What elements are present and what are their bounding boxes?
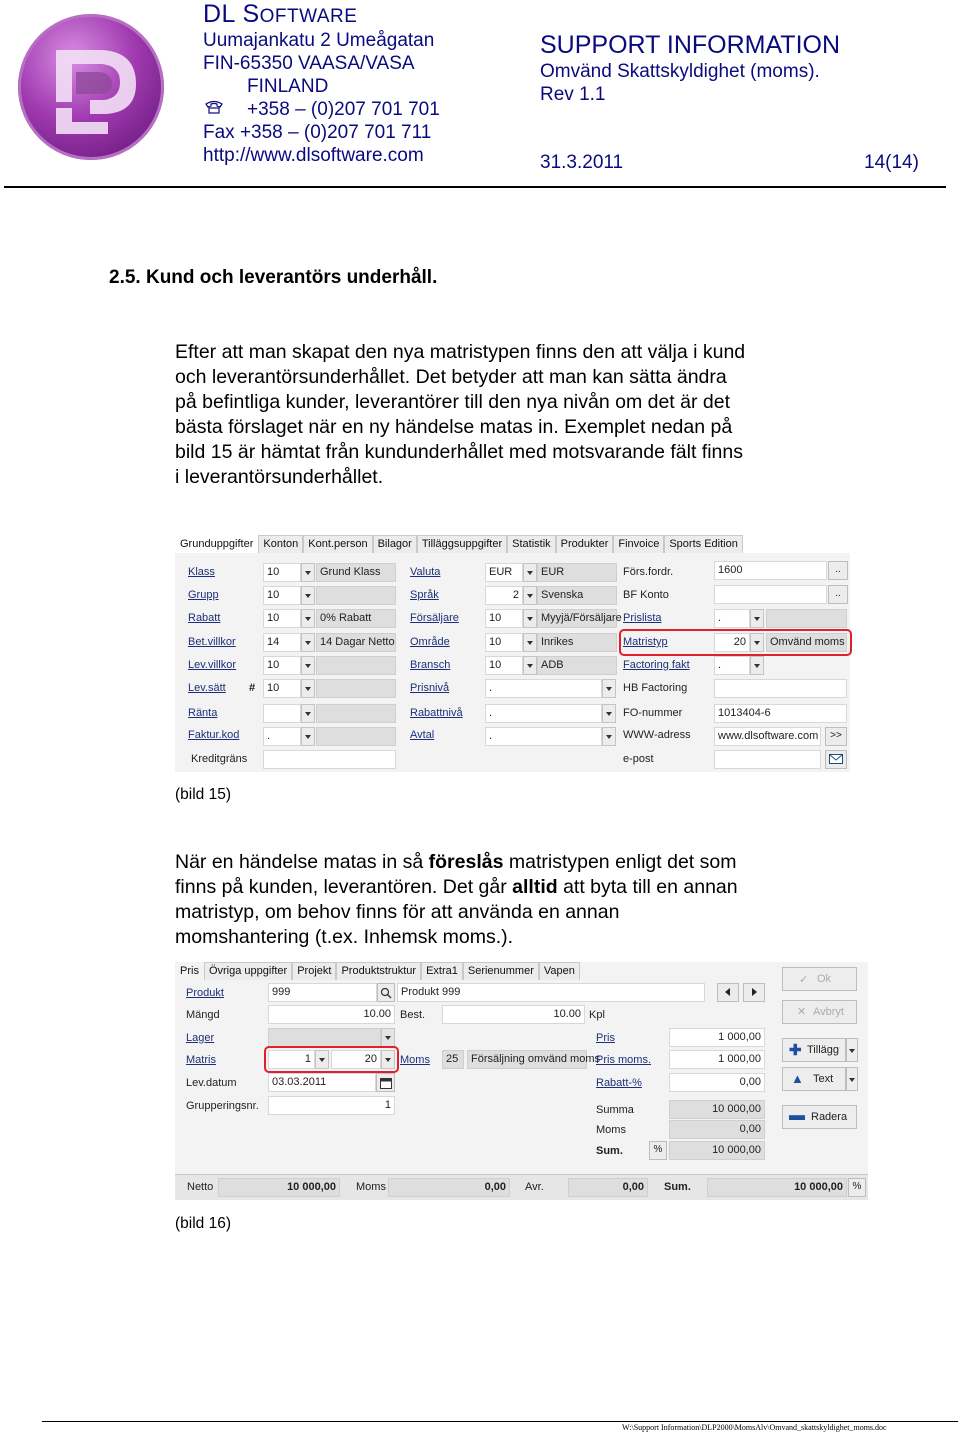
dl-logo-mark <box>50 42 142 137</box>
label-rabatt[interactable]: Rabatt <box>188 612 221 624</box>
label-prislista[interactable]: Prislista <box>623 612 662 624</box>
tab-grunduppgifter[interactable]: Grunduppgifter <box>175 535 258 553</box>
address-line-2: FIN-65350 VAASA/VASA <box>203 53 415 74</box>
label-best: Best. <box>400 1009 426 1021</box>
footer-divider <box>42 1421 958 1422</box>
intro-paragraph: Efter att man skapat den nya matristypen finns den att välja i kund och leverantörsunderhållet. Det betyder att man kan sätta ändra på befintliga kunder, leverantörer till den nya nivån om det är det bästa förslaget när en ny händelse matas in. Exemplet nedan på bild 15 är hämtat från kundunderhållet med motsvarande fält finns i leverantörsunderhållet. <box>175 341 746 488</box>
radera-button[interactable]: ▬ Radera <box>782 1105 857 1129</box>
tab-konton[interactable]: Konton <box>258 535 303 553</box>
previous-product-button[interactable] <box>717 983 739 1002</box>
label-sum: Sum. <box>596 1145 623 1157</box>
label-fo-nummer: FO-nummer <box>623 707 683 719</box>
cancel-icon: ✕ <box>797 1006 807 1018</box>
label-bransch[interactable]: Bransch <box>410 659 451 671</box>
label-factoring-fakt[interactable]: Factoring fakt <box>623 659 690 671</box>
label-www-adress: WWW-adress <box>623 729 691 741</box>
bransch-name-field: ADB <box>537 656 617 675</box>
produkt-lookup-button[interactable] <box>377 983 395 1002</box>
country: FINLAND <box>247 76 329 97</box>
tab-produkter[interactable]: Produkter <box>556 535 614 553</box>
arrow-left-icon <box>723 987 733 997</box>
bet-villkor-code-field[interactable]: 14 <box>263 633 301 652</box>
document-subject: Omvänd Skattskyldighet (moms). <box>540 61 820 82</box>
label-pris-moms[interactable]: Pris moms. <box>596 1054 651 1066</box>
label-kreditgrans: Kreditgräns <box>191 753 248 765</box>
valuta-code-field[interactable]: EUR <box>485 563 523 582</box>
tab-bilagor[interactable]: Bilagor <box>373 535 417 553</box>
label-matris[interactable]: Matris <box>186 1054 216 1066</box>
moms-code-field: 25 <box>442 1050 464 1069</box>
tab-produktstruktur[interactable]: Produktstruktur <box>336 962 421 980</box>
moms-name-field: Försäljning omvänd moms <box>467 1050 587 1069</box>
label-moms-sum: Moms <box>596 1124 626 1136</box>
rabatt-name-field: 0% Rabatt <box>316 609 396 628</box>
bet-villkor-dropdown[interactable] <box>301 633 315 652</box>
factoring-fakt-dropdown[interactable] <box>750 656 764 675</box>
page-number: 14(14) <box>864 152 919 173</box>
footer-file-path: W:\Support Information\DLP2000\MomsAlv\Omvand_skattskyldighet_moms.doc <box>622 1423 887 1432</box>
label-faktur-kod[interactable]: Faktur.kod <box>188 729 240 741</box>
second-paragraph: När en händelse matas in så föreslås matristypen enligt det som finns på kunden, leverantören. Det går alltid att byta till en annan matristyp, om behov finns för att använda en annan momshantering (t.ex. Inhemsk moms.). <box>175 851 738 948</box>
forsaljare-name-field: Myyjä/Försäljare <box>537 609 617 628</box>
avtal-field[interactable]: . <box>485 727 602 746</box>
bransch-code-field[interactable]: 10 <box>485 656 523 675</box>
totals-sum-label: Sum. <box>664 1181 691 1193</box>
totals-avr-label: Avr. <box>525 1181 544 1193</box>
lev-villkor-code-field[interactable]: 10 <box>263 656 301 675</box>
totals-percent-button[interactable]: % <box>848 1178 866 1197</box>
tab-vapen[interactable]: Vapen <box>539 962 580 980</box>
support-title: SUPPORT INFORMATION <box>540 31 841 59</box>
label-avtal[interactable]: Avtal <box>410 729 435 741</box>
tillagg-dropdown[interactable] <box>846 1038 858 1062</box>
klass-dropdown[interactable] <box>301 563 315 582</box>
search-icon <box>380 987 392 999</box>
tab-tillaggsuppgifter[interactable]: Tilläggsuppgifter <box>417 535 507 553</box>
omrade-code-field[interactable]: 10 <box>485 633 523 652</box>
label-lev-villkor[interactable]: Lev.villkor <box>188 659 237 671</box>
omrade-dropdown[interactable] <box>523 633 537 652</box>
avtal-dropdown[interactable] <box>602 727 616 746</box>
matristyp-highlight <box>619 629 852 656</box>
hash-marker: # <box>249 682 256 694</box>
lev-satt-dropdown[interactable] <box>301 679 315 698</box>
totals-avr-value: 0,00 <box>568 1178 648 1197</box>
label-sprak[interactable]: Språk <box>410 589 439 601</box>
label-lev-satt[interactable]: Lev.sätt <box>188 682 226 694</box>
sum-value: 10 000,00 <box>669 1141 765 1160</box>
klass-code-field[interactable]: 10 <box>263 563 301 582</box>
bransch-dropdown[interactable] <box>523 656 537 675</box>
envelope-icon <box>829 754 843 764</box>
label-mangd: Mängd <box>186 1009 220 1021</box>
telephone-icon <box>205 100 223 114</box>
ranta-name-field <box>316 704 396 723</box>
matristyp-code-field[interactable]: 20 <box>714 633 750 652</box>
pris-moms-field[interactable]: 1 000,00 <box>669 1050 765 1069</box>
lev-villkor-name-field <box>316 656 396 675</box>
ranta-code-field[interactable] <box>263 704 301 723</box>
sprak-code-field[interactable]: 2 <box>485 586 523 605</box>
tab-sports-edition[interactable]: Sports Edition <box>664 535 742 553</box>
address-line-1: Uumajankatu 2 Umeågatan <box>203 30 435 51</box>
text-dropdown[interactable] <box>846 1067 858 1091</box>
label-rabattniva[interactable]: Rabattnivå <box>410 707 463 719</box>
prisniva-field[interactable]: . <box>485 679 602 698</box>
rabattniva-dropdown[interactable] <box>602 704 616 723</box>
label-produkt[interactable]: Produkt <box>186 987 224 999</box>
rabatt-dropdown[interactable] <box>301 609 315 628</box>
valuta-name-field: EUR <box>537 563 617 582</box>
label-summa: Summa <box>596 1104 634 1116</box>
prislista-field[interactable]: . <box>714 609 750 628</box>
phone-number: +358 – (0)207 701 701 <box>247 99 440 120</box>
label-grupperingsnr: Grupperingsnr. <box>186 1100 259 1112</box>
label-hb-factoring: HB Factoring <box>623 682 688 694</box>
header-divider <box>4 186 946 188</box>
prislista-name-field <box>766 609 847 628</box>
pris-field[interactable]: 1 000,00 <box>669 1028 765 1047</box>
text-button[interactable]: ▲ Text <box>782 1067 846 1091</box>
fax-number: Fax +358 – (0)207 701 711 <box>203 122 432 143</box>
tab-serienummer[interactable]: Serienummer <box>463 962 539 980</box>
lev-satt-code-field[interactable]: 10 <box>263 679 301 698</box>
lev-datum-field[interactable]: 03.03.2011 <box>268 1073 376 1092</box>
produkt-code-field[interactable]: 999 <box>268 983 377 1002</box>
factoring-fakt-field[interactable]: . <box>714 656 750 675</box>
rabattniva-field[interactable]: . <box>485 704 602 723</box>
fors-fordr-browse-button[interactable]: .. <box>828 561 848 580</box>
prislista-dropdown[interactable] <box>750 609 764 628</box>
produkt-name-field[interactable]: Produkt 999 <box>397 983 705 1002</box>
sprak-name-field: Svenska <box>537 586 617 605</box>
label-valuta[interactable]: Valuta <box>410 566 441 578</box>
avbryt-button[interactable]: ✕ Avbryt <box>782 1000 857 1024</box>
matris-value-field[interactable]: 20 <box>331 1050 381 1069</box>
percent-toggle-button[interactable]: % <box>649 1141 667 1160</box>
fo-nummer-field[interactable]: 1013404-6 <box>714 704 847 723</box>
label-matristyp[interactable]: Matristyp <box>623 636 668 648</box>
bf-konto-field[interactable] <box>714 585 827 604</box>
next-product-button[interactable] <box>743 983 765 1002</box>
label-rabatt-procent[interactable]: Rabatt-% <box>596 1077 642 1089</box>
sprak-dropdown[interactable] <box>523 586 537 605</box>
label-lev-datum: Lev.datum <box>186 1077 237 1089</box>
label-bet-villkor[interactable]: Bet.villkor <box>188 636 236 648</box>
totals-sum-value: 10 000,00 <box>707 1178 847 1197</box>
document-revision: Rev 1.1 <box>540 84 606 105</box>
company-name: DL SOFTWARE <box>203 0 358 28</box>
mangd-field[interactable]: 10.00 <box>268 1005 395 1024</box>
label-bf-konto: BF Konto <box>623 589 669 601</box>
matris-highlight <box>264 1046 399 1073</box>
ok-button[interactable]: ✓ Ok <box>782 967 857 991</box>
totals-netto-label: Netto <box>187 1181 214 1193</box>
lager-field[interactable] <box>268 1028 381 1047</box>
forsaljare-dropdown[interactable] <box>523 609 537 628</box>
lager-dropdown[interactable] <box>381 1028 395 1047</box>
prisniva-dropdown[interactable] <box>602 679 616 698</box>
hb-factoring-field[interactable] <box>714 679 847 698</box>
faktur-kod-code-field[interactable]: . <box>263 727 301 746</box>
grupp-dropdown[interactable] <box>301 586 315 605</box>
label-fors-fordr: Förs.fordr. <box>623 566 674 578</box>
fors-fordr-field[interactable]: 1600 <box>714 561 827 580</box>
rabatt-procent-field[interactable]: 0,00 <box>669 1073 765 1092</box>
tillagg-button[interactable]: ✚ Tillägg <box>782 1038 846 1062</box>
e-post-field[interactable] <box>714 750 821 769</box>
tab-ovriga-uppgifter[interactable]: Övriga uppgifter <box>204 962 292 980</box>
section-title: 2.5. Kund och leverantörs underhåll. <box>109 267 438 288</box>
ranta-dropdown[interactable] <box>301 704 315 723</box>
tab-projekt[interactable]: Projekt <box>292 962 336 980</box>
customer-maintenance-screenshot <box>175 535 850 772</box>
tab-finvoice[interactable]: Finvoice <box>613 535 664 553</box>
totals-moms-label: Moms <box>356 1181 386 1193</box>
arrow-up-icon: ▲ <box>791 1071 804 1086</box>
label-klass[interactable]: Klass <box>188 566 215 578</box>
bet-villkor-name-field: 14 Dagar Netto <box>316 633 396 652</box>
summa-value: 10 000,00 <box>669 1100 765 1119</box>
omrade-name-field: Inrikes <box>537 633 617 652</box>
caption-bild-16: (bild 16) <box>175 1215 231 1232</box>
tab-kont-person[interactable]: Kont.person <box>303 535 372 553</box>
unit-kpl: Kpl <box>589 1009 605 1021</box>
matristyp-name-field: Omvänd moms <box>766 633 847 652</box>
grupp-code-field[interactable]: 10 <box>263 586 301 605</box>
calendar-icon <box>380 1077 392 1089</box>
label-ranta[interactable]: Ränta <box>188 707 218 719</box>
valuta-dropdown[interactable] <box>523 563 537 582</box>
forsaljare-code-field[interactable]: 10 <box>485 609 523 628</box>
tab-extra1[interactable]: Extra1 <box>421 962 463 980</box>
document-date: 31.3.2011 <box>540 152 624 173</box>
faktur-kod-dropdown[interactable] <box>301 727 315 746</box>
bf-konto-browse-button[interactable]: .. <box>828 585 848 604</box>
totals-moms-value: 0,00 <box>388 1178 510 1197</box>
checkmark-icon: ✓ <box>799 974 809 986</box>
label-e-post: e-post <box>623 753 654 765</box>
tab-pris[interactable]: Pris <box>175 962 204 980</box>
event-entry-screenshot <box>175 962 868 1200</box>
label-grupp[interactable]: Grupp <box>188 589 219 601</box>
send-email-button[interactable] <box>825 750 847 769</box>
www-adress-field[interactable]: www.dlsoftware.com <box>714 727 821 746</box>
lev-satt-name-field <box>316 679 396 698</box>
lev-villkor-dropdown[interactable] <box>301 656 315 675</box>
arrow-right-icon <box>749 987 759 997</box>
open-website-button[interactable]: >> <box>825 727 847 746</box>
label-prisniva[interactable]: Prisnivå <box>410 682 450 694</box>
label-lager[interactable]: Lager <box>186 1032 215 1044</box>
klass-name-field: Grund Klass <box>316 563 396 582</box>
label-moms[interactable]: Moms <box>400 1054 430 1066</box>
matris-code-field[interactable]: 1 <box>268 1050 315 1069</box>
totals-netto-value: 10 000,00 <box>218 1178 340 1197</box>
rabatt-code-field[interactable]: 10 <box>263 609 301 628</box>
calendar-button[interactable] <box>376 1073 395 1092</box>
faktur-kod-name-field <box>316 727 396 746</box>
grupperingsnr-field[interactable]: 1 <box>268 1096 395 1115</box>
caption-bild-15: (bild 15) <box>175 786 231 803</box>
grupp-name-field <box>316 586 396 605</box>
tab-statistik[interactable]: Statistik <box>507 535 556 553</box>
website-link[interactable]: http://www.dlsoftware.com <box>203 145 424 166</box>
label-forsaljare[interactable]: Försäljare <box>410 612 459 624</box>
kreditgrans-field[interactable] <box>263 750 396 769</box>
minus-icon: ▬ <box>789 1107 805 1124</box>
moms-sum-value: 0,00 <box>669 1120 765 1139</box>
label-pris[interactable]: Pris <box>596 1032 615 1044</box>
best-field[interactable]: 10.00 <box>442 1005 585 1024</box>
label-omrade[interactable]: Område <box>410 636 450 648</box>
plus-icon: ✚ <box>789 1042 802 1059</box>
